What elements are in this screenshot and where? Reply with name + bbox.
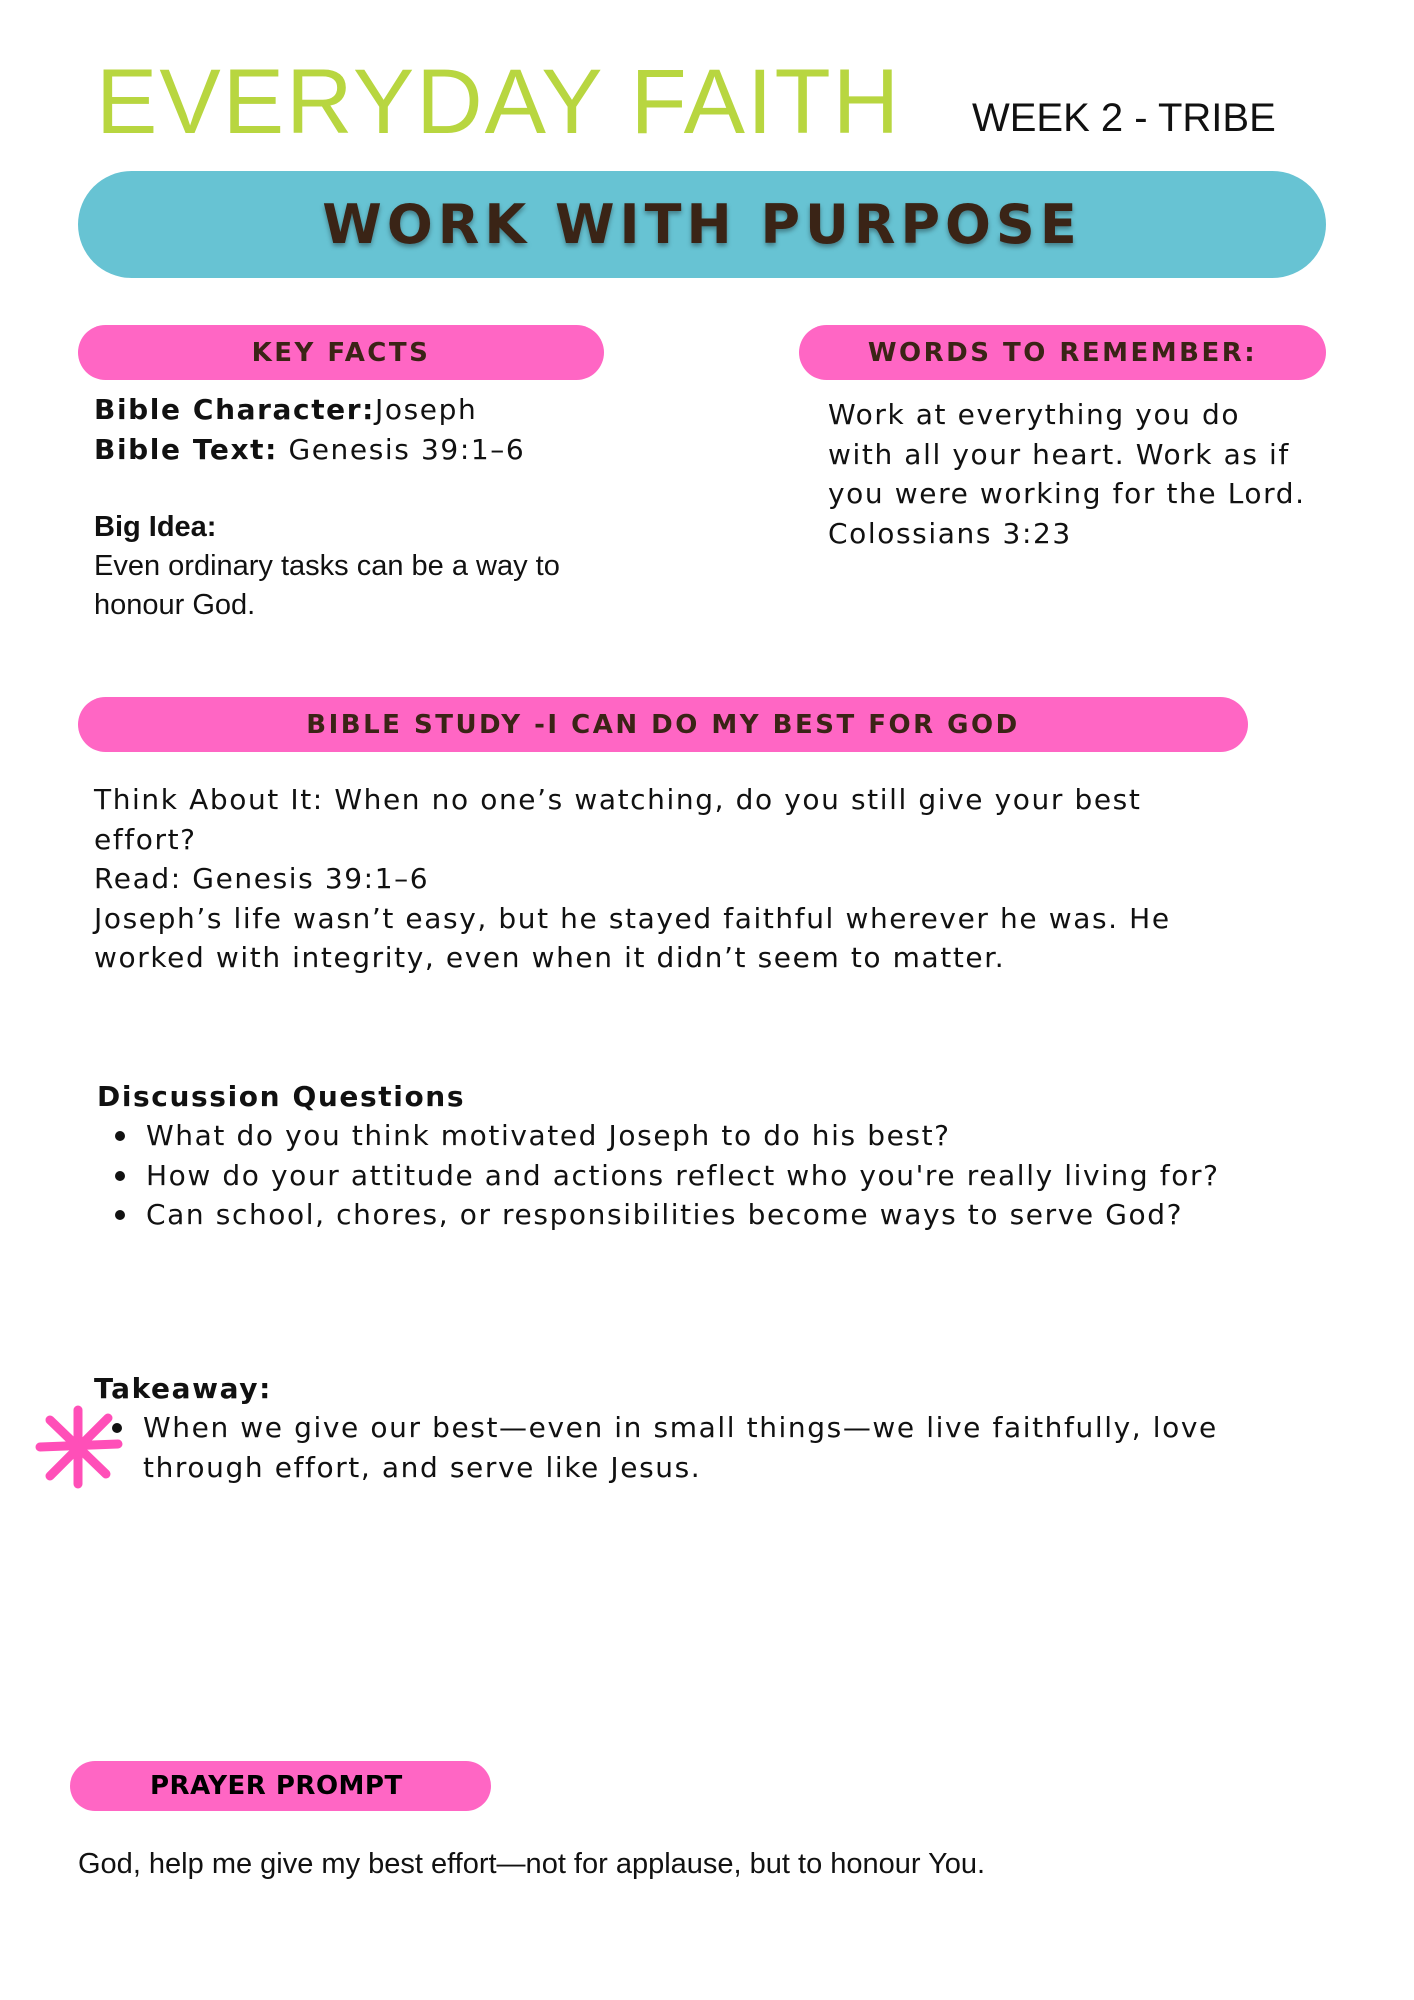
study-line: Think About It: When no one’s watching, do you still give your best (94, 783, 1142, 816)
memory-verse-line: Work at everything you do (828, 398, 1241, 431)
big-idea-line: Even ordinary tasks can be a way to (94, 550, 560, 582)
words-to-remember-heading: WORDS TO REMEMBER: (799, 325, 1326, 380)
memory-verse-line: with all your heart. Work as if (828, 437, 1290, 471)
bible-study-heading: BIBLE STUDY -I CAN DO MY BEST FOR GOD (78, 697, 1248, 752)
theme-banner-text: WORK WITH PURPOSE (322, 193, 1082, 256)
memory-verse-line: you were working for the Lord. (828, 477, 1306, 510)
bible-study-text (94, 780, 1171, 978)
bible-character-label: Bible Character: (94, 393, 375, 426)
big-idea-line: honour God. (94, 589, 256, 621)
discussion-list (97, 1116, 1220, 1235)
big-idea-label: Big Idea: (94, 511, 217, 543)
key-facts-block (94, 390, 525, 469)
memory-verse-reference: Colossians 3:23 (828, 516, 1072, 550)
big-idea-block (94, 508, 560, 625)
discussion-question: What do you think motivated Joseph to do his best? (97, 1116, 1220, 1156)
takeaway-list (94, 1408, 1218, 1487)
discussion-question: Can school, chores, or responsibilities become ways to serve God? (97, 1195, 1220, 1235)
takeaway-heading: Takeaway: (94, 1372, 272, 1405)
bible-character-value: Joseph (374, 393, 478, 426)
bible-text-line (94, 430, 525, 470)
takeaway-line: When we give our best—even in small things—we live faithfully, love (143, 1411, 1218, 1444)
study-line: Read: Genesis 39:1–6 (94, 862, 430, 895)
theme-banner (78, 171, 1326, 278)
takeaway-line: through effort, and serve like Jesus. (143, 1450, 702, 1484)
bible-text-label: Bible Text: (94, 432, 278, 466)
discussion-heading: Discussion Questions (97, 1080, 466, 1113)
memory-verse (828, 395, 1306, 553)
page-title: EVERYDAY FAITH (96, 51, 902, 153)
bible-text-value: Genesis 39:1–6 (277, 432, 526, 466)
bible-character-line (94, 390, 525, 430)
prayer-text: God, help me give my best effort—not for applause, but to honour You. (78, 1848, 986, 1880)
week-label: WEEK 2 - TRIBE (972, 96, 1276, 140)
prayer-prompt-heading: PRAYER PROMPT (70, 1761, 491, 1811)
study-line: Joseph’s life wasn’t easy, but he stayed faithful wherever he was. He (94, 901, 1171, 935)
key-facts-heading: KEY FACTS (78, 325, 604, 380)
study-line: worked with integrity, even when it didn’t seem to matter. (94, 941, 1006, 974)
study-line: effort? (94, 822, 197, 856)
takeaway-item (94, 1408, 1218, 1487)
discussion-question: How do your attitude and actions reflect who you're really living for? (97, 1156, 1220, 1196)
